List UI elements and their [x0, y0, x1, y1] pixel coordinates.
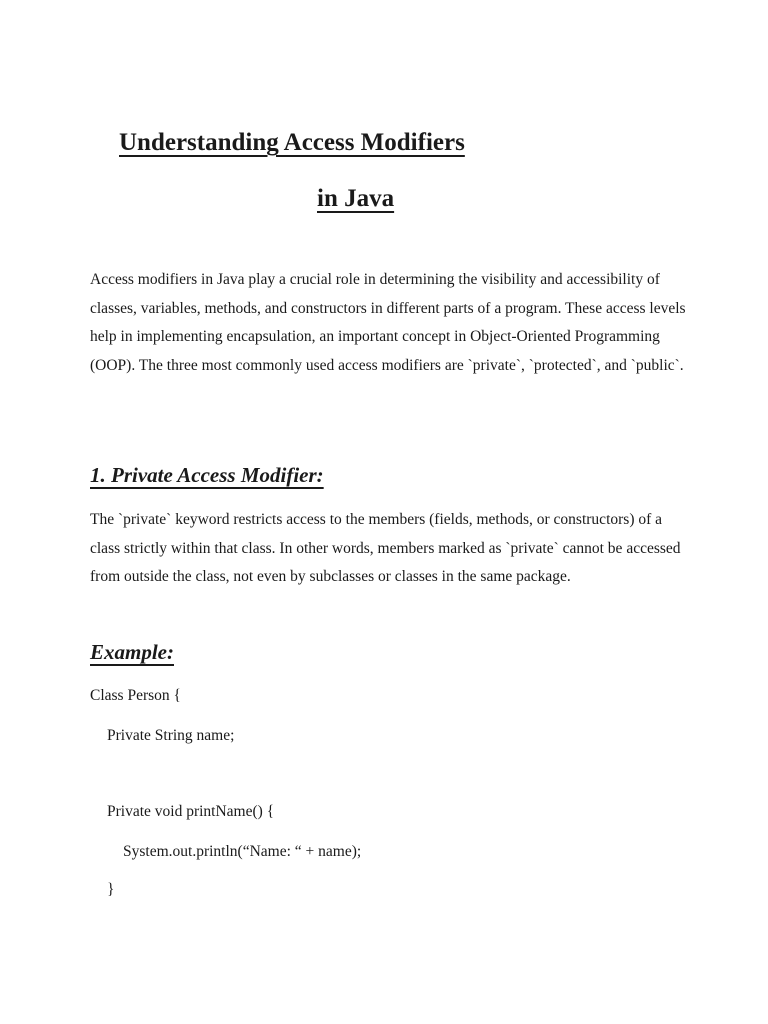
code-line: Private String name;: [107, 727, 235, 744]
document-title-line-2: in Java: [317, 185, 395, 212]
section-heading-private-access-modifier: 1. Private Access Modifier:: [90, 463, 324, 487]
private-modifier-paragraph: The `private` keyword restricts access to the members (fields, methods, or constructors) of a class strictly within that class. In other words, members marked as `private` cannot be accessed from outside the class, not even by subclasses or classes in the same package.: [90, 511, 681, 585]
code-line: System.out.println(“Name: “ + name);: [123, 843, 362, 860]
intro-paragraph: Access modifiers in Java play a crucial role in determining the visibility and accessibility of classes, variables, methods, and constructors in different parts of a program. These access levels help in implementing encapsulation, an important concept in Object-Oriented Programming (OOP). The three most commonly used access modifiers are `private`, `protected`, and `public`.: [90, 271, 686, 374]
code-line: Private void printName() {: [107, 803, 275, 820]
code-line: Class Person {: [90, 687, 181, 704]
code-line: }: [107, 881, 115, 898]
document-title-line-1: Understanding Access Modifiers: [119, 129, 465, 156]
example-heading: Example:: [90, 640, 174, 664]
